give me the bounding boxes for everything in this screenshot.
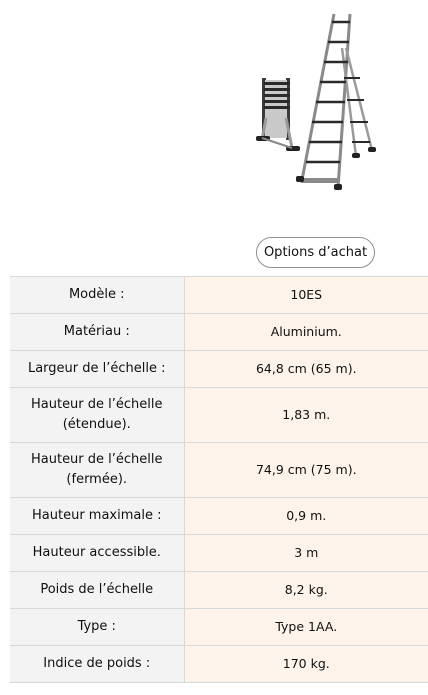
spec-value: 74,9 cm (75 m). [184, 443, 428, 498]
spec-label: Type : [10, 609, 184, 646]
spec-label: Largeur de l’échelle : [10, 351, 184, 388]
spec-value: Aluminium. [184, 314, 428, 351]
spec-label: Hauteur accessible. [10, 535, 184, 572]
folded-ladder-icon [256, 78, 300, 151]
spec-row-type [10, 609, 428, 646]
spec-label: Modèle : [10, 277, 184, 314]
spec-row-height-extended [10, 388, 428, 443]
spec-label: Hauteur de l’échelle (étendue). [10, 388, 184, 443]
spec-label: Hauteur de l’échelle (fermée). [10, 443, 184, 498]
spec-table [10, 276, 428, 683]
spec-row-width [10, 351, 428, 388]
spec-value: 3 m [184, 535, 428, 572]
spec-row-height-closed [10, 443, 428, 498]
spec-value: 64,8 cm (65 m). [184, 351, 428, 388]
spec-value: 170 kg. [184, 646, 428, 683]
product-image[interactable] [248, 8, 380, 198]
spec-label: Hauteur maximale : [10, 498, 184, 535]
spec-label: Indice de poids : [10, 646, 184, 683]
spec-row-weight [10, 572, 428, 609]
spec-value: 1,83 m. [184, 388, 428, 443]
spec-value: Type 1AA. [184, 609, 428, 646]
buying-options-button[interactable]: Options d’achat [256, 237, 375, 268]
spec-row-model [10, 277, 428, 314]
spec-label: Poids de l’échelle [10, 572, 184, 609]
spec-label: Matériau : [10, 314, 184, 351]
spec-row-weight-rating [10, 646, 428, 683]
spec-row-material [10, 314, 428, 351]
extended-ladder-icon [296, 14, 376, 190]
spec-value: 8,2 kg. [184, 572, 428, 609]
spec-value: 0,9 m. [184, 498, 428, 535]
spec-value: 10ES [184, 277, 428, 314]
spec-row-max-height [10, 498, 428, 535]
spec-row-reach-height [10, 535, 428, 572]
